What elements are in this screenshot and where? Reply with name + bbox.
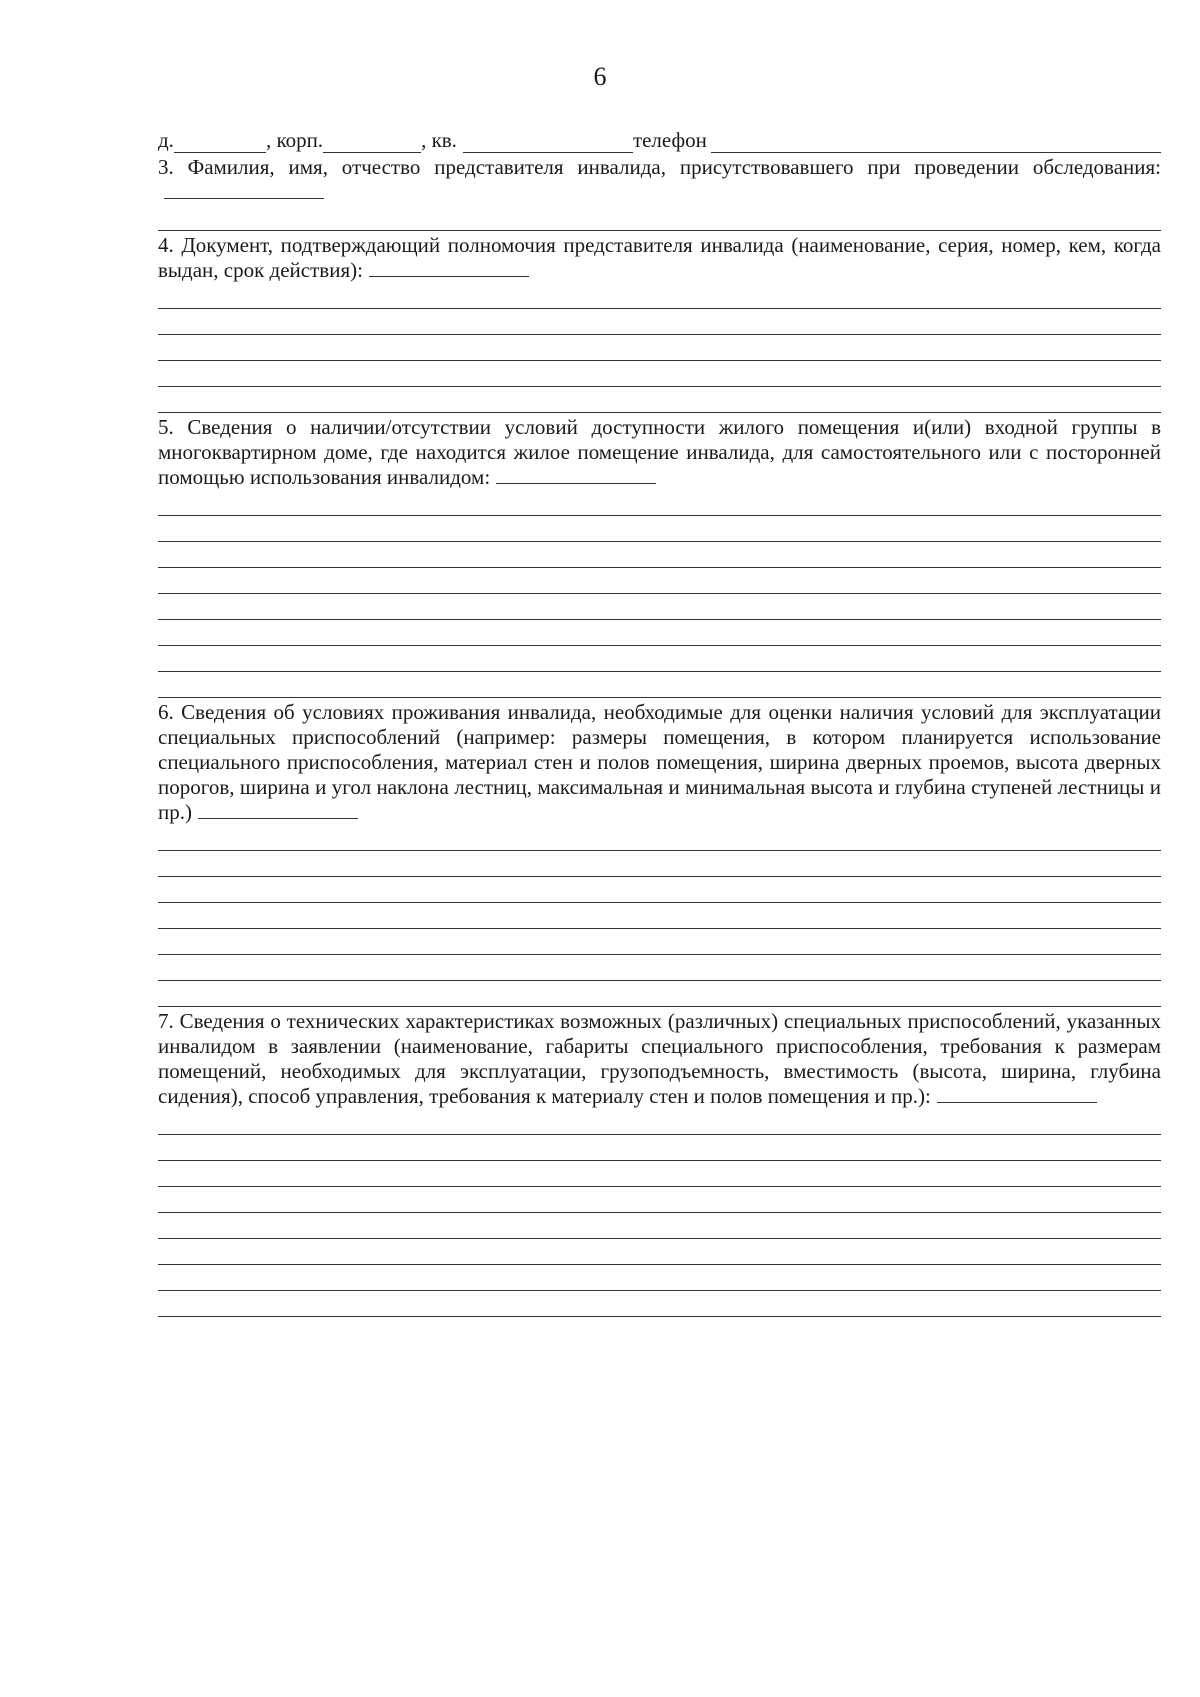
- answer-line[interactable]: [158, 387, 1161, 413]
- section-label: 4. Документ, подтверждающий полномочия представителя инвалида (наименование, серия, номер, кем, когда выдан, срок действия):: [158, 233, 1161, 282]
- answer-line[interactable]: [158, 594, 1161, 620]
- section-text: [158, 233, 1161, 283]
- section-label: 6. Сведения об условиях проживания инвалида, необходимые для оценки наличия условий для эксплуатации специальных приспособлений (например: размеры помещения, в котором планируется использование специального приспособления, материал стен и полов помещения, ширина дверных проемов, высота дверных порогов, ширина и угол наклона лестниц, максимальная и минимальная высота и глубина ступеней лестницы и пр.): [158, 700, 1161, 824]
- apartment-label: , кв.: [421, 128, 457, 152]
- section-label: 7. Сведения о технических характеристиках возможных (различных) специальных приспособлений, указанных инвалидом в заявлении (наименование, габариты специального приспособления, требования к размерам помещений, необходимых для эксплуатации, грузоподъемность, вместимость (высота, ширина, глубина сидения), способ управления, требования к материалу стен и полов помещения и пр.):: [158, 1009, 1161, 1108]
- house-label: д.: [158, 128, 174, 152]
- answer-line[interactable]: [158, 568, 1161, 594]
- answer-line[interactable]: [158, 1109, 1161, 1135]
- phone-label: телефон: [632, 128, 707, 152]
- answer-line[interactable]: [158, 542, 1161, 568]
- section-text: [158, 155, 1161, 205]
- section-s6: [158, 700, 1161, 1007]
- sections-container: [158, 155, 1161, 1317]
- answer-field[interactable]: [198, 800, 358, 819]
- section-text: [158, 700, 1161, 825]
- section-text: [158, 1009, 1161, 1109]
- answer-line[interactable]: [158, 955, 1161, 981]
- section-s3: [158, 155, 1161, 231]
- answer-field[interactable]: [496, 465, 656, 484]
- answer-line[interactable]: [158, 1161, 1161, 1187]
- answer-line[interactable]: [158, 877, 1161, 903]
- answer-line[interactable]: [158, 672, 1161, 698]
- answer-line[interactable]: [158, 1291, 1161, 1317]
- answer-line[interactable]: [158, 1187, 1161, 1213]
- answer-line[interactable]: [158, 205, 1161, 231]
- section-text: [158, 415, 1161, 490]
- section-label: 3. Фамилия, имя, отчество представителя инвалида, присутствовавшего при проведении обследования:: [158, 155, 1161, 179]
- building-label: , корп.: [265, 128, 324, 152]
- answer-line[interactable]: [158, 490, 1161, 516]
- house-field[interactable]: [174, 132, 266, 153]
- answer-field[interactable]: [164, 180, 324, 199]
- answer-line[interactable]: [158, 1135, 1161, 1161]
- answer-line[interactable]: [158, 929, 1161, 955]
- answer-line[interactable]: [158, 335, 1161, 361]
- apartment-field[interactable]: [463, 132, 633, 153]
- answer-field[interactable]: [937, 1084, 1097, 1103]
- section-label: 5. Сведения о наличии/отсутствии условий доступности жилого помещения и(или) входной группы в многоквартирном доме, где находится жилое помещение инвалида, для самостоятельного или с посторонней помощью использования инвалидом:: [158, 415, 1161, 489]
- section-s4: [158, 233, 1161, 413]
- answer-line[interactable]: [158, 516, 1161, 542]
- answer-line[interactable]: [158, 851, 1161, 877]
- form-body: [158, 128, 1161, 1317]
- answer-line[interactable]: [158, 620, 1161, 646]
- answer-line[interactable]: [158, 283, 1161, 309]
- answer-line[interactable]: [158, 361, 1161, 387]
- building-field[interactable]: [323, 132, 421, 153]
- answer-line[interactable]: [158, 825, 1161, 851]
- answer-line[interactable]: [158, 309, 1161, 335]
- answer-line[interactable]: [158, 646, 1161, 672]
- answer-line[interactable]: [158, 1239, 1161, 1265]
- answer-line[interactable]: [158, 1265, 1161, 1291]
- answer-field[interactable]: [369, 258, 529, 277]
- answer-line[interactable]: [158, 981, 1161, 1007]
- page-number: 6: [593, 62, 607, 91]
- answer-line[interactable]: [158, 903, 1161, 929]
- address-line: [158, 128, 1161, 153]
- section-s5: [158, 415, 1161, 698]
- section-s7: [158, 1009, 1161, 1317]
- phone-field[interactable]: [711, 132, 1161, 153]
- answer-line[interactable]: [158, 1213, 1161, 1239]
